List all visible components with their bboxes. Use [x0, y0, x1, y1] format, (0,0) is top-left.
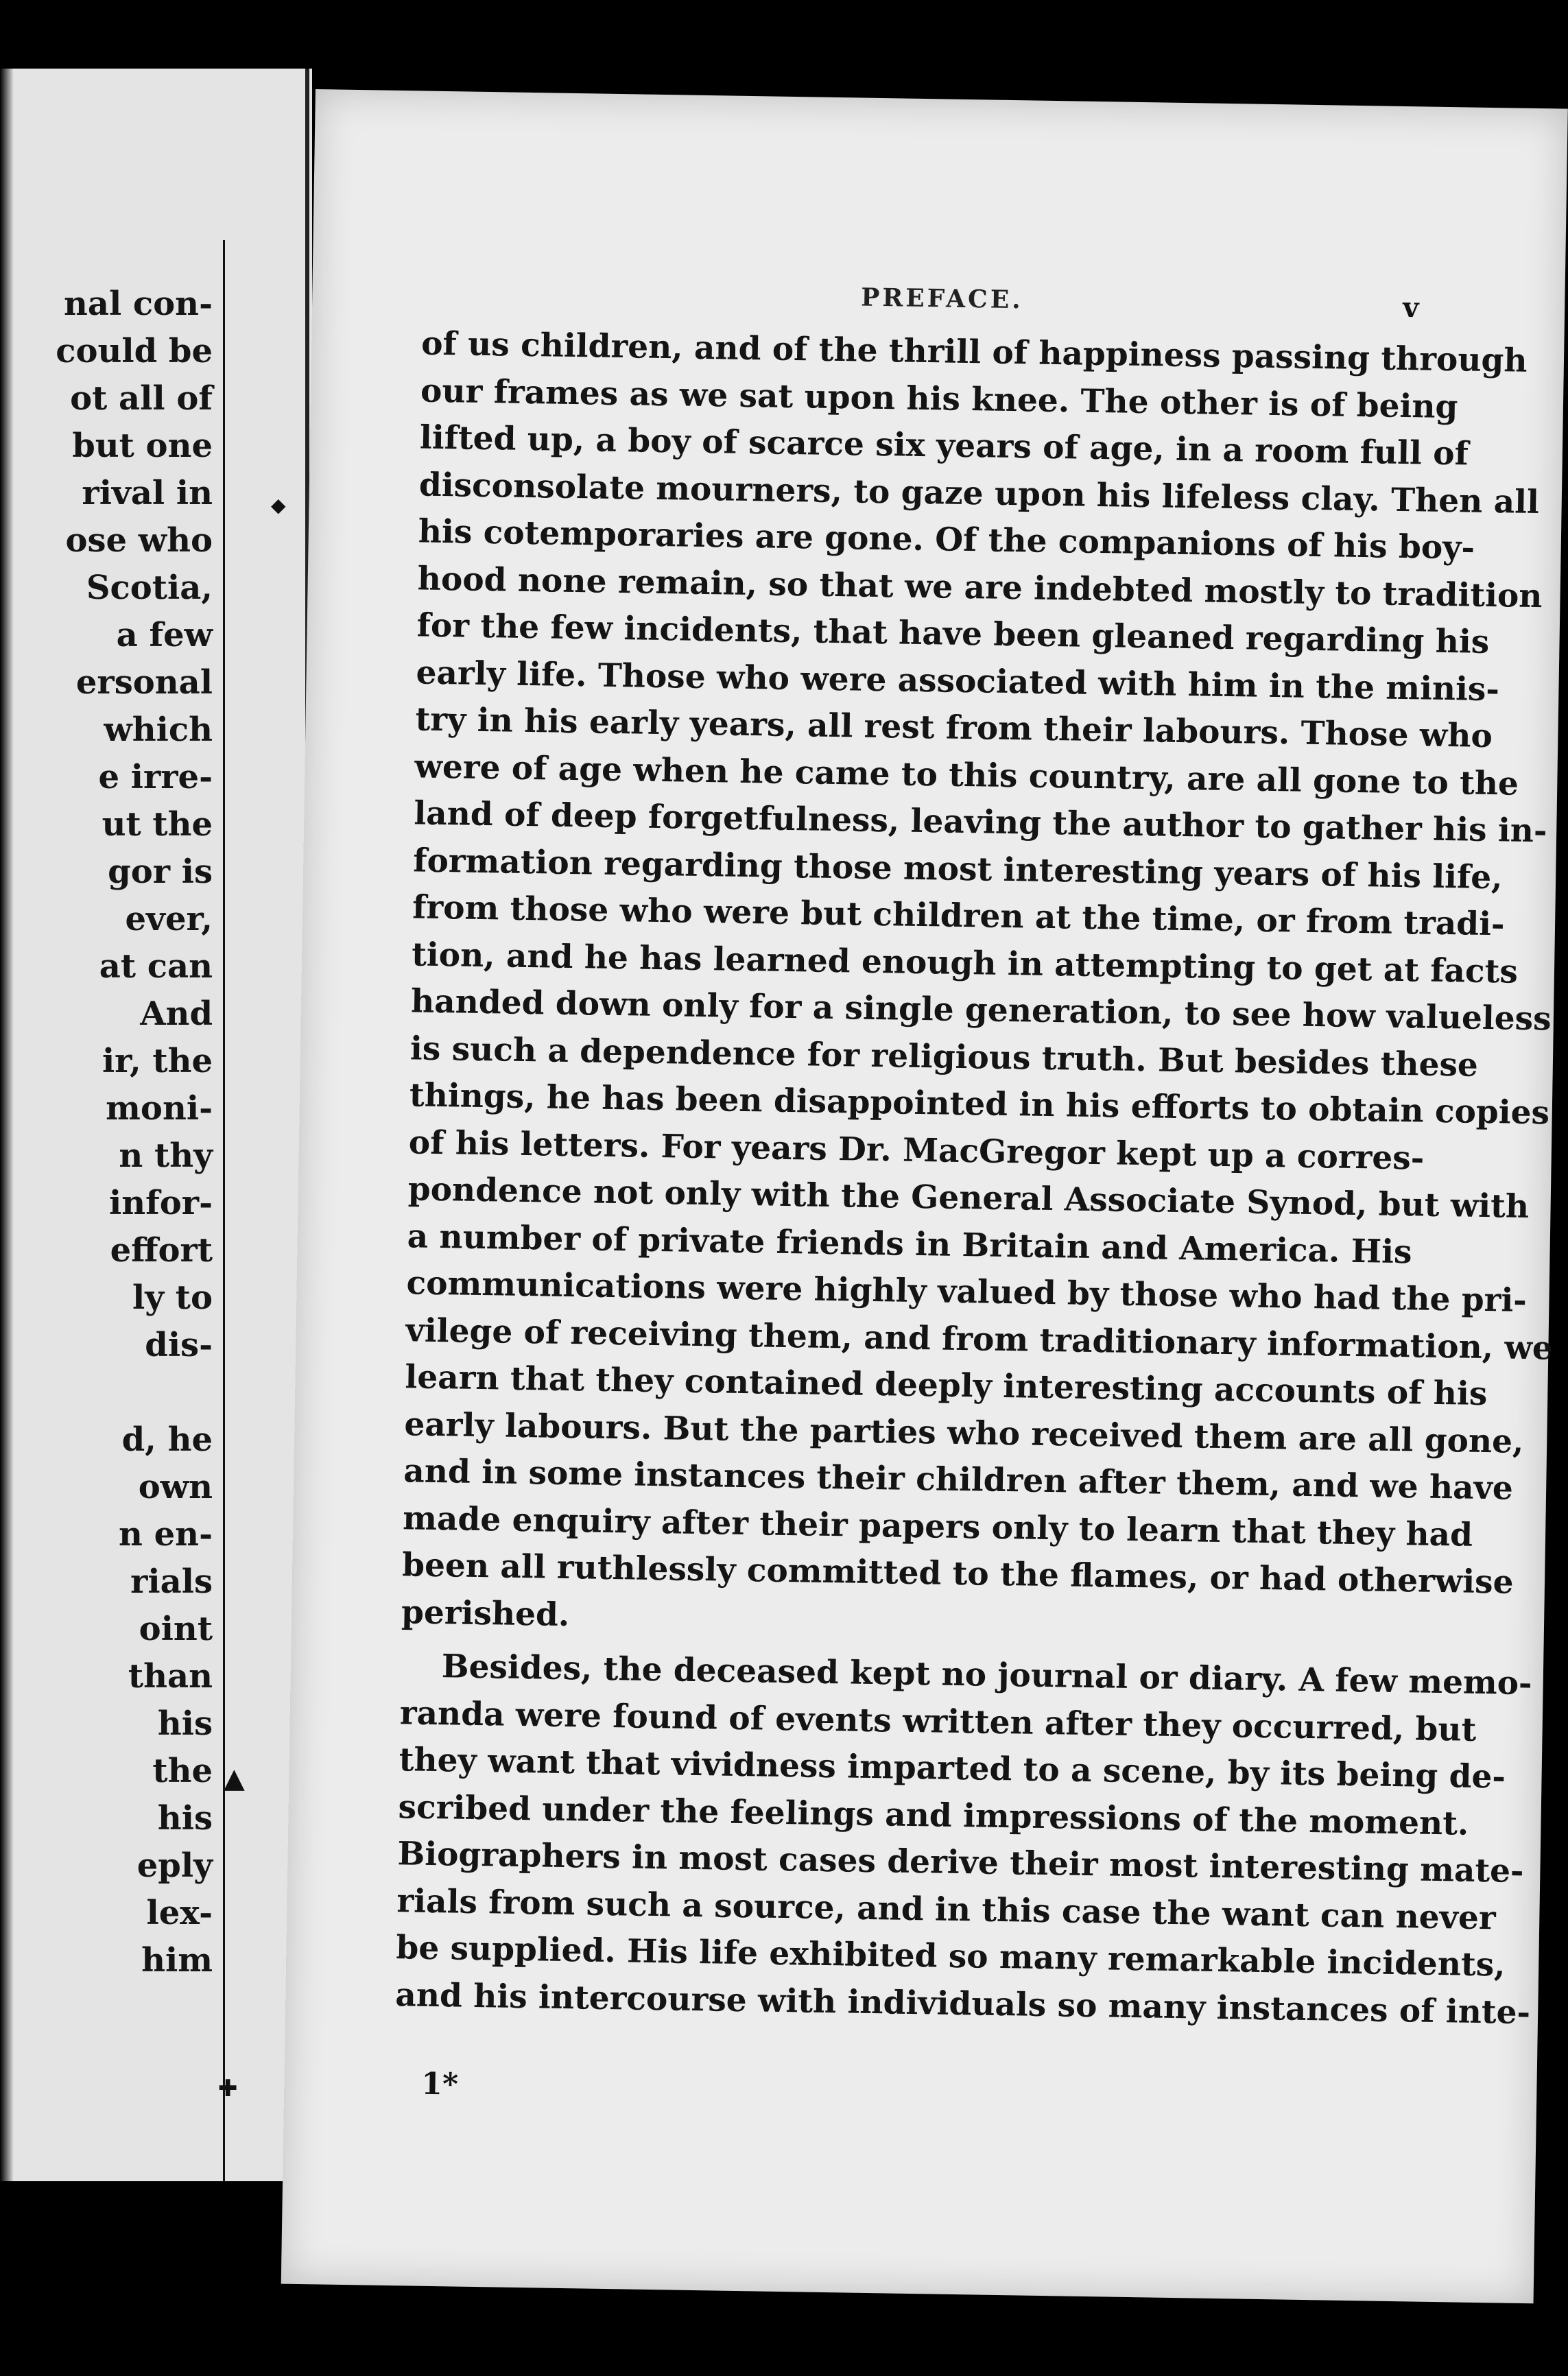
left-page-line: a few — [116, 616, 213, 654]
text-line: is such a dependence for religious truth. But besides these — [409, 1029, 1479, 1084]
left-page-line: his — [157, 1799, 213, 1838]
text-line: been all ruthlessly committed to the flames, or had otherwise — [401, 1546, 1514, 1602]
running-head: PREFACE. — [861, 283, 1024, 315]
text-line: formation regarding those most interesting years of his life, — [412, 841, 1503, 896]
signature-mark: 1* — [420, 2066, 459, 2102]
text-line: made enquiry after their papers only to learn that they had — [402, 1499, 1473, 1554]
left-page-line: n thy — [119, 1137, 213, 1175]
text-line: early labours. But the parties who received them are all gone, — [404, 1405, 1524, 1461]
left-page-line: ever, — [125, 900, 213, 938]
text-line: for the few incidents, that have been gleaned regarding his — [416, 606, 1490, 661]
left-page-line: n en- — [119, 1515, 213, 1554]
text-line: communications were highly valued by those who had the pri- — [406, 1264, 1528, 1320]
text-line: disconsolate mourners, to gaze upon his lifeless clay. Then all — [418, 465, 1540, 521]
left-page-line: which — [104, 711, 213, 749]
left-page-line: infor- — [108, 1184, 213, 1222]
left-page-line: lex- — [146, 1894, 213, 1932]
body-paragraph — [401, 320, 1554, 1651]
edge-tick-mark: ✚ — [218, 2075, 238, 2102]
left-page-line: dis- — [145, 1326, 213, 1364]
left-page-line: than — [128, 1657, 213, 1696]
text-line: lifted up, a boy of scarce six years of age, in a room full of — [419, 418, 1469, 473]
text-line: pondence not only with the General Associate Synod, but with — [407, 1170, 1530, 1226]
left-page-line: rival in — [82, 474, 213, 512]
left-page-line: could be — [56, 332, 213, 370]
left-page-line: e irre- — [98, 758, 213, 796]
left-page-line: nal con- — [63, 285, 213, 323]
text-line: our frames as we sat upon his knee. The other is of being — [420, 371, 1458, 426]
text-line: of his letters. For years Dr. MacGregor kept up a corres- — [408, 1123, 1425, 1178]
left-page-line: Scotia, — [86, 569, 213, 607]
text-line: from those who were but children at the time, or from tradi- — [412, 888, 1505, 944]
text-line: things, he has been disappointed in his efforts to obtain copies — [409, 1076, 1550, 1132]
text-line: Biographers in most cases derive their most interesting mate- — [397, 1835, 1524, 1890]
text-line: tion, and he has learned enough in attempting to get at facts — [411, 935, 1519, 991]
left-page-line: eply — [136, 1846, 213, 1885]
left-page-line: gor is — [108, 853, 213, 891]
left-page-line: d, he — [121, 1421, 213, 1459]
left-page-line: effort — [110, 1231, 213, 1270]
left-page-line: but one — [72, 427, 213, 465]
text-line: of us children, and of the thrill of happiness passing through — [420, 324, 1528, 380]
left-page-line: ersonal — [75, 663, 213, 702]
text-line: and in some instances their children after them, and we have — [403, 1452, 1514, 1508]
text-line: perished. — [401, 1593, 570, 1634]
edge-tick-mark: ◆ — [271, 494, 286, 516]
edge-tick-mark: ▲ — [224, 1763, 245, 1794]
right-page — [281, 89, 1568, 2303]
left-page-line: own — [138, 1468, 213, 1506]
page-number: v — [1402, 291, 1419, 324]
text-line: try in his early years, all rest from their labours. Those who — [415, 700, 1493, 756]
text-line: land of deep forgetfulness, leaving the author to gather his in- — [414, 794, 1547, 851]
text-line: handed down only for a single generation, to see how valueless — [410, 982, 1552, 1038]
left-page-line: the — [152, 1752, 213, 1790]
text-line: randa were found of events written after they occurred, but — [399, 1694, 1477, 1749]
left-page-line: rials — [130, 1563, 213, 1601]
text-line: scribed under the feelings and impressions of the moment. — [398, 1787, 1469, 1843]
text-line: they want that vividness imparted to a scene, by its being de- — [399, 1741, 1506, 1796]
left-page-line: oint — [139, 1610, 213, 1648]
text-line: his cotemporaries are gone. Of the companions of his boy- — [418, 512, 1475, 567]
text-line: and his intercourse with individuals so many instances of inte- — [394, 1975, 1531, 2032]
preface-body — [394, 320, 1554, 2034]
left-page-line: And — [140, 995, 213, 1033]
text-line: learn that they contained deeply interesting accounts of his — [405, 1358, 1488, 1414]
body-paragraph — [394, 1643, 1532, 2034]
left-facing-page — [0, 69, 312, 2181]
text-line: hood none remain, so that we are indebted mostly to tradition — [417, 559, 1543, 615]
left-page-line: ut the — [102, 805, 213, 844]
left-page-line: ly to — [132, 1279, 213, 1317]
left-page-line: his — [157, 1704, 213, 1743]
text-line: early life. Those who were associated with him in the minis- — [416, 653, 1500, 709]
text-line: rials from such a source, and in this case the want can never — [396, 1881, 1497, 1937]
left-page-line: him — [141, 1941, 213, 1980]
left-page-line: at can — [99, 947, 213, 986]
left-page-line: ose who — [65, 521, 213, 560]
left-page-line: ir, the — [102, 1042, 213, 1080]
text-line: vilege of receiving them, and from traditionary information, we — [405, 1311, 1554, 1368]
text-line: were of age when he came to this country, are all gone to the — [414, 747, 1519, 803]
text-line: Besides, the deceased kept no journal or diary. A few memo- — [441, 1648, 1532, 1703]
text-line: a number of private friends in Britain and America. His — [407, 1217, 1412, 1271]
page-edge-line — [223, 240, 225, 2181]
left-page-line: ot all of — [70, 379, 213, 418]
text-line: be supplied. His life exhibited so many remarkable incidents, — [396, 1929, 1506, 1984]
left-page-line: moni- — [106, 1089, 213, 1128]
